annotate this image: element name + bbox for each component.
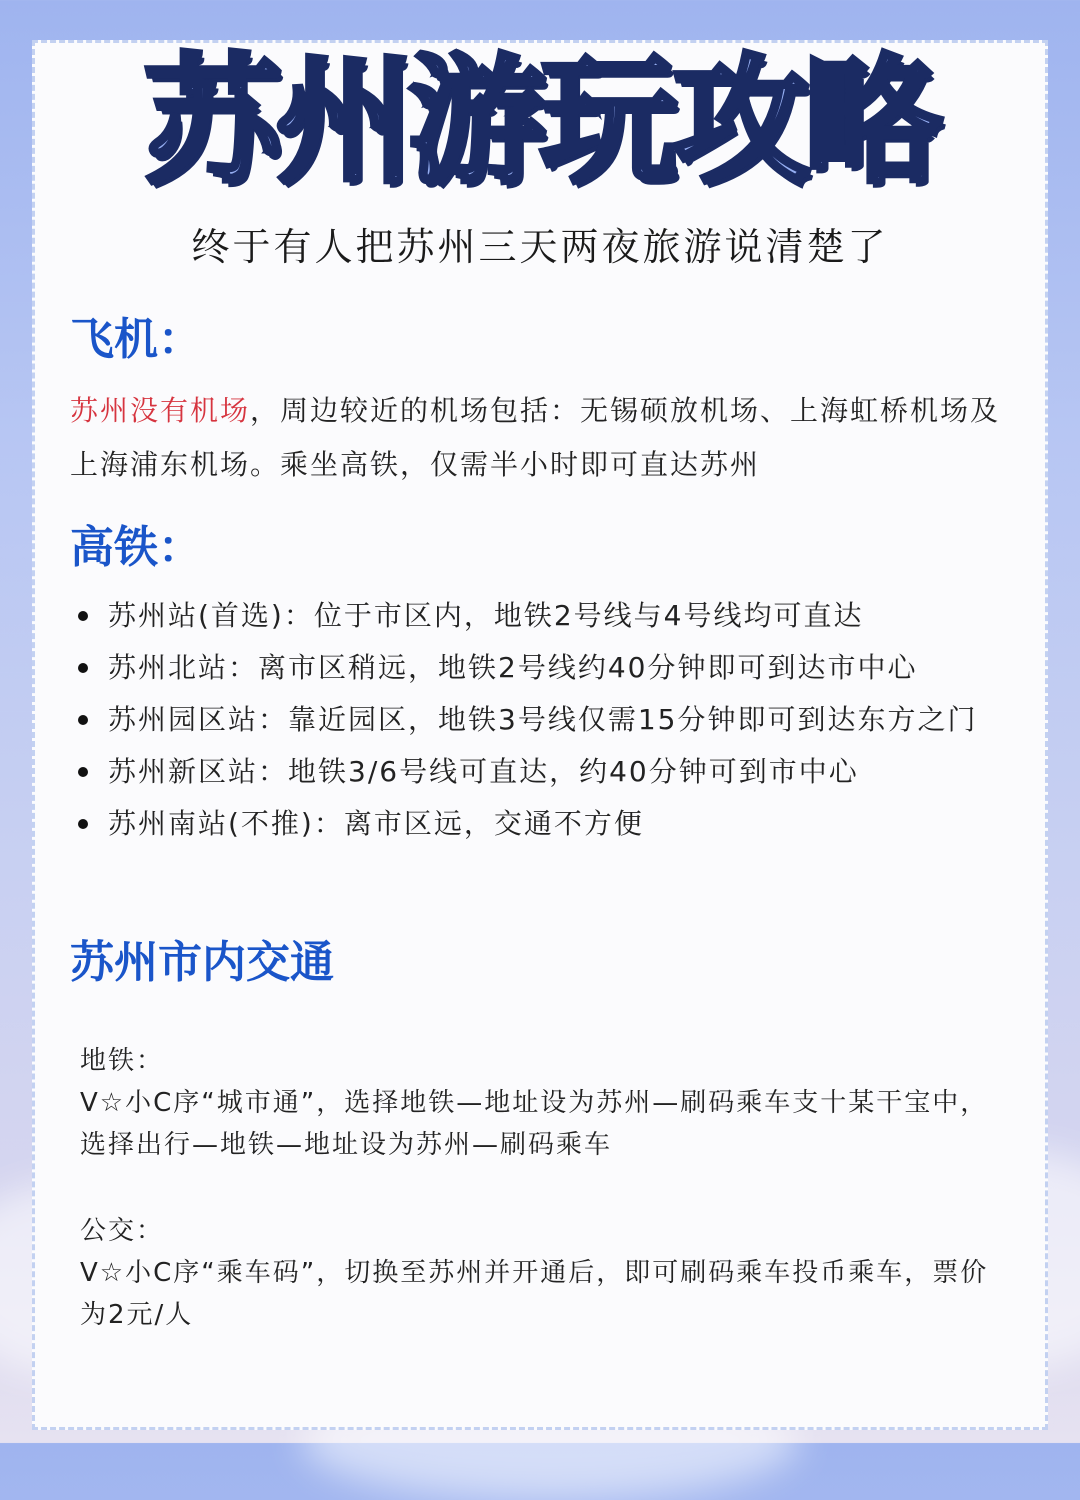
- page-title: 苏州游玩攻略: [143, 41, 936, 202]
- list-item: 苏州南站(不推)：离市区远，交通不方便: [74, 798, 1014, 850]
- section-heading-plane: 飞机：: [70, 314, 202, 365]
- metro-text: V☆小C序“城市通”，选择地铁—地址设为苏州—刷码乘车支十某干宝中，选择出行—地铁—地址设为苏州—刷码乘车: [80, 1088, 989, 1160]
- plane-paragraph: [70, 384, 1015, 492]
- bus-label: 公交：: [80, 1216, 165, 1246]
- section-heading-city: 苏州市内交通: [70, 937, 334, 988]
- plane-highlight: 苏州没有机场: [70, 394, 251, 427]
- list-item: 苏州园区站：靠近园区，地铁3号线仅需15分钟即可到达东方之门: [74, 694, 1014, 746]
- rail-station-list: [74, 590, 1014, 850]
- plane-text: ，周边较近的机场包括：无锡硕放机场、上海虹桥机场及上海浦东机场。乘坐高铁，仅需半小时即可直达苏州: [70, 394, 1001, 481]
- list-item: 苏州新区站：地铁3/6号线可直达，约40分钟可到市中心: [74, 746, 1014, 798]
- metro-label: 地铁：: [80, 1046, 165, 1076]
- bus-text: V☆小C序“乘车码”，切换至苏州并开通后，即可刷码乘车投币乘车，票价为2元/人: [80, 1258, 989, 1330]
- list-item: 苏州北站：离市区稍远，地铁2号线约40分钟即可到达市中心: [74, 642, 1014, 694]
- list-item: 苏州站(首选)：位于市区内，地铁2号线与4号线均可直达: [74, 590, 1014, 642]
- page-subtitle: 终于有人把苏州三天两夜旅游说清楚了: [191, 225, 889, 269]
- section-heading-rail: 高铁：: [70, 522, 202, 573]
